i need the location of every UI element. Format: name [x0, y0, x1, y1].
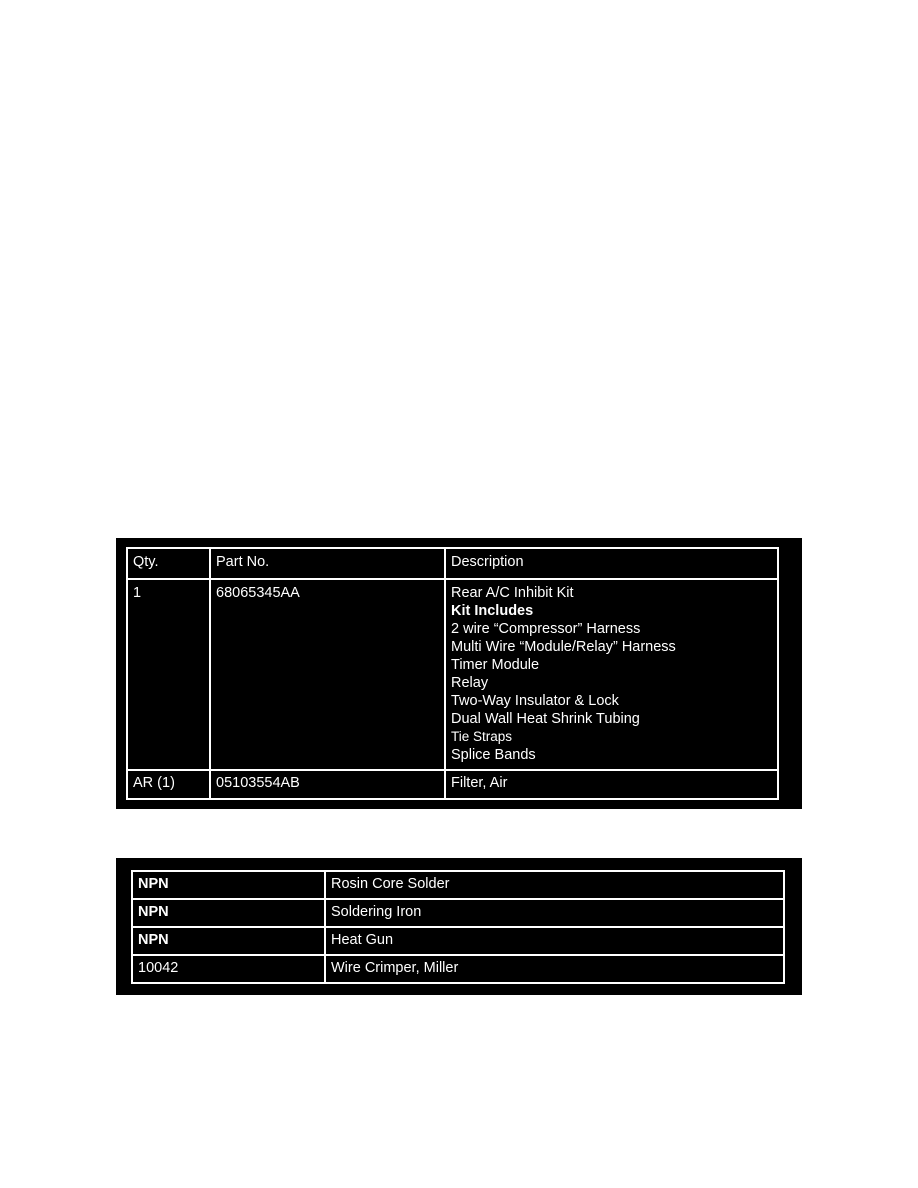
description-cell: [445, 579, 778, 770]
description-line: Splice Bands: [451, 747, 536, 763]
table-row: [127, 770, 778, 799]
qty-cell: AR (1): [127, 770, 210, 799]
tool-name-cell: Heat Gun: [325, 927, 784, 955]
tools-table: [131, 870, 785, 984]
tool-number-cell: 10042: [132, 955, 325, 983]
description-line: Relay: [451, 675, 489, 691]
description-line: Timer Module: [451, 657, 540, 673]
qty-cell: 1: [127, 579, 210, 770]
tools-table-panel: [116, 858, 802, 995]
tool-number-cell: NPN: [132, 927, 325, 955]
parts-table: [126, 547, 779, 800]
part-no-cell: 68065345AA: [210, 579, 445, 770]
header-part-no: Part No.: [210, 548, 445, 579]
part-no-cell: 05103554AB: [210, 770, 445, 799]
header-qty: Qty.: [127, 548, 210, 579]
table-row: [132, 899, 784, 927]
description-line: Dual Wall Heat Shrink Tubing: [451, 711, 640, 727]
parts-table-panel: [116, 538, 802, 809]
tool-name-cell: Wire Crimper, Miller: [325, 955, 784, 983]
description-line: Rear A/C Inhibit Kit: [451, 585, 574, 601]
description-line: Two-Way Insulator & Lock: [451, 693, 619, 709]
description-line: Multi Wire “Module/Relay” Harness: [451, 639, 676, 655]
table-row: [132, 927, 784, 955]
table-header-row: [127, 548, 778, 579]
table-row: [127, 579, 778, 770]
tool-name-cell: Soldering Iron: [325, 899, 784, 927]
tool-number-cell: NPN: [132, 871, 325, 899]
tool-name-cell: Rosin Core Solder: [325, 871, 784, 899]
description-line-kit-includes: Kit Includes: [451, 603, 534, 619]
description-line: Tie Straps: [451, 729, 513, 744]
description-cell: Filter, Air: [445, 770, 778, 799]
header-description: Description: [445, 548, 778, 579]
table-row: [132, 871, 784, 899]
description-line: 2 wire “Compressor” Harness: [451, 621, 641, 637]
tool-number-cell: NPN: [132, 899, 325, 927]
table-row: [132, 955, 784, 983]
